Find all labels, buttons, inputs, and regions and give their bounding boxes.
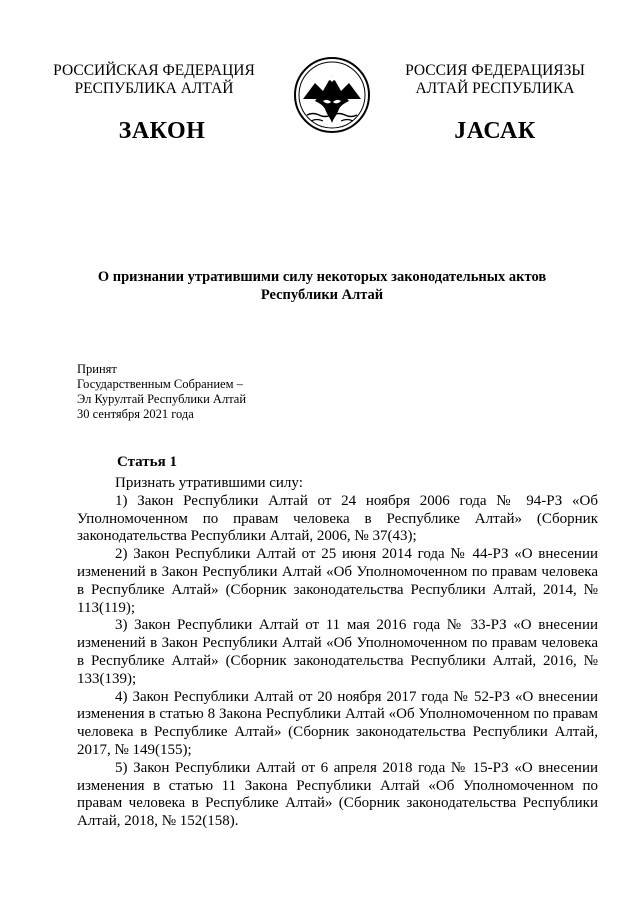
adoption-line: Эл Курултай Республики Алтай xyxy=(77,392,247,406)
header-left-country: РОССИЙСКАЯ ФЕДЕРАЦИЯ xyxy=(53,62,255,79)
document-title-line1: О признании утратившими силу некоторых законодательных актов xyxy=(97,269,547,285)
adoption-line: Государственным Собранием – xyxy=(77,377,243,391)
header-left-republic: РЕСПУБЛИКА АЛТАЙ xyxy=(74,80,234,97)
article-item: 3) Закон Республики Алтай от 11 мая 2016 года № 33-РЗ «О внесении изменений в Закон Республики Алтай «Об Уполномоченном по правам человека в Республике Алтай» (Сборник законодательства Республики Алтай, 2016, № 133(139); xyxy=(77,617,598,687)
adoption-date: 30 сентября 2021 года xyxy=(77,407,194,421)
adoption-line: Принят xyxy=(77,362,117,376)
article-heading: Статья 1 xyxy=(117,454,177,470)
article-item: 4) Закон Республики Алтай от 20 ноября 2017 года № 52-РЗ «О внесении изменения в статью 8 Закона Республики Алтай «Об Уполномоченном по правам человека в Республике Алтай» (Сборник законодательства Республики Алтай, 2017, № 149(155); xyxy=(77,688,598,758)
document-title-line2: Республики Алтай xyxy=(260,287,384,303)
document-title xyxy=(80,268,564,304)
article-intro: Признать утратившими силу: xyxy=(115,475,303,491)
adoption-block xyxy=(77,362,337,422)
header-right xyxy=(385,62,605,98)
article-item: 2) Закон Республики Алтай от 25 июня 2014 года № 44-РЗ «О внесении изменений в Закон Республики Алтай «Об Уполномоченном по правам человека в Республике Алтай» (Сборник законодательства Республики Алтай, 2014, № 113(119); xyxy=(77,546,598,616)
article-body xyxy=(77,475,598,831)
header-right-republic: АЛТАЙ РЕСПУБЛИКА xyxy=(415,80,575,97)
article-item: 1) Закон Республики Алтай от 24 ноября 2006 года № 94-РЗ «Об Уполномоченном по правам человека в Республике Алтай» (Сборник законодательства Республики Алтай, 2006, № 37(43); xyxy=(77,492,598,545)
header-left xyxy=(44,62,264,98)
altai-republic-emblem-icon xyxy=(293,55,371,135)
header-right-country: РОССИЯ ФЕДЕРАЦИЯЗЫ xyxy=(405,62,585,79)
law-title-altai: ЈАСАК xyxy=(454,118,536,144)
law-title-russian: ЗАКОН xyxy=(118,118,206,144)
article-item: 5) Закон Республики Алтай от 6 апреля 2018 года № 15-РЗ «О внесении изменения в статью 11 Закона Республики Алтай «Об Уполномоченном по правам человека в Республике Алтай» (Сборник законодательства Республики Алтай, 2018, № 152(158). xyxy=(77,759,598,830)
